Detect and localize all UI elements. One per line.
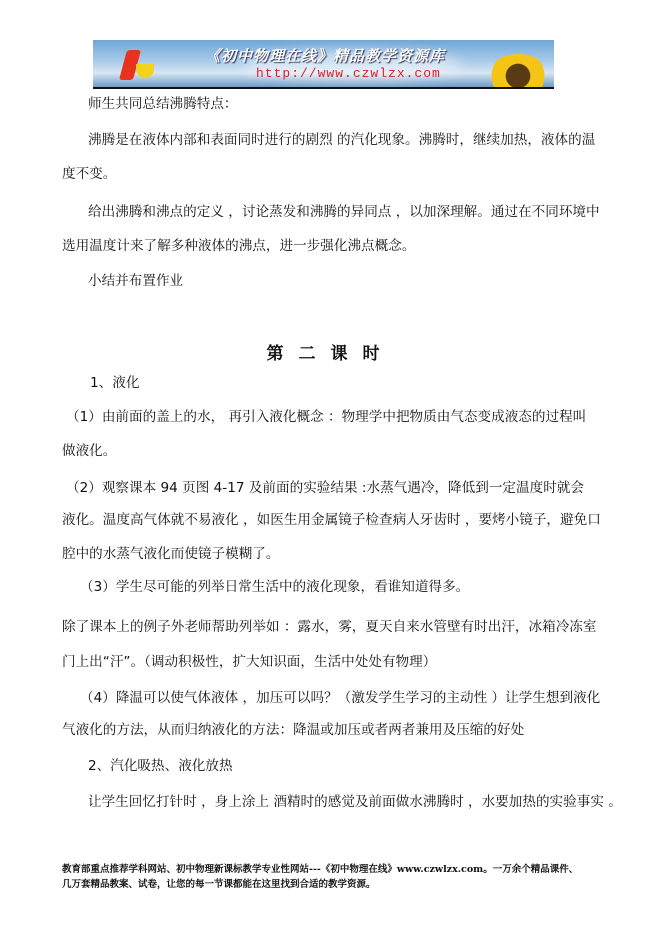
section-line: （2）观察课本 94 页图 4-17 及前面的实验结果 :水蒸气遇冷，降低到一定温度时就会 xyxy=(66,480,584,496)
paragraph-line: 师生共同总结沸腾特点： xyxy=(88,96,238,112)
section-line: 1、液化 xyxy=(90,375,140,391)
logo-icon-accent xyxy=(136,64,154,78)
paragraph-line: 度不变。 xyxy=(62,166,117,182)
banner-url: http://www.czwlzx.com xyxy=(256,66,441,81)
section-line: 2、汽化吸热、液化放热 xyxy=(88,758,233,774)
footer-line: 教育部重点推荐学科网站、初中物理新课标教学专业性网站---《初中物理在线》www.czwlzx.com。一万余个精品课件、 xyxy=(62,864,579,875)
section-line: （1）由前面的盖上的水， 再引入液化概念 ：物理学中把物质由气态变成液态的过程叫 xyxy=(66,409,587,425)
section-line: （4）降温可以使气体液体 ，加压可以吗？（激发学生学习的主动性 ）让学生想到液化 xyxy=(80,690,601,706)
paragraph-line: 小结并布置作业 xyxy=(88,273,184,289)
footer-line: 几万套精品教案、试卷，让您的每一节课都能在这里找到合适的教学资源。 xyxy=(62,879,376,890)
section-line: 除了课本上的例子外老师帮助列举如 ：露水，雾，夏天自来水管壁有时出汗，冰箱冷冻室 xyxy=(62,619,597,635)
sunflower-image xyxy=(488,54,548,89)
section-line: 液化。温度高气体就不易液化 ，如医生用金属镜子检查病人牙齿时 ，要烤小镜子，避免口 xyxy=(62,512,601,528)
section-line: 做液化。 xyxy=(62,443,117,459)
section-line: 让学生回忆打针时 ，身上涂上 酒精时的感觉及前面做水沸腾时 ，水要加热的实验事实 。 xyxy=(88,794,622,810)
section-line: 腔中的水蒸气液化而使镜子模糊了。 xyxy=(62,546,280,562)
section-line: 门上出“汗”。（调动积极性，扩大知识面，生活中处处有物理） xyxy=(62,654,437,670)
banner-title: 《初中物理在线》精品教学资源库 xyxy=(205,47,446,65)
header-banner xyxy=(93,40,554,89)
section-line: 气液化的方法，从而归纳液化的方法：降温或加压或者两者兼用及压缩的好处 xyxy=(62,722,525,738)
section-title: 第二课时 xyxy=(266,344,395,364)
paragraph-line: 沸腾是在液体内部和表面同时进行的剧烈 的汽化现象。沸腾时，继续加热，液体的温 xyxy=(88,132,596,148)
section-line: （3）学生尽可能的列举日常生活中的液化现象，看谁知道得多。 xyxy=(80,579,470,595)
paragraph-line: 给出沸腾和沸点的定义 ，讨论蒸发和沸腾的异同点 ，以加深理解。通过在不同环境中 xyxy=(88,204,600,220)
paragraph-line: 选用温度计来了解多种液体的沸点，进一步强化沸点概念。 xyxy=(62,238,416,254)
